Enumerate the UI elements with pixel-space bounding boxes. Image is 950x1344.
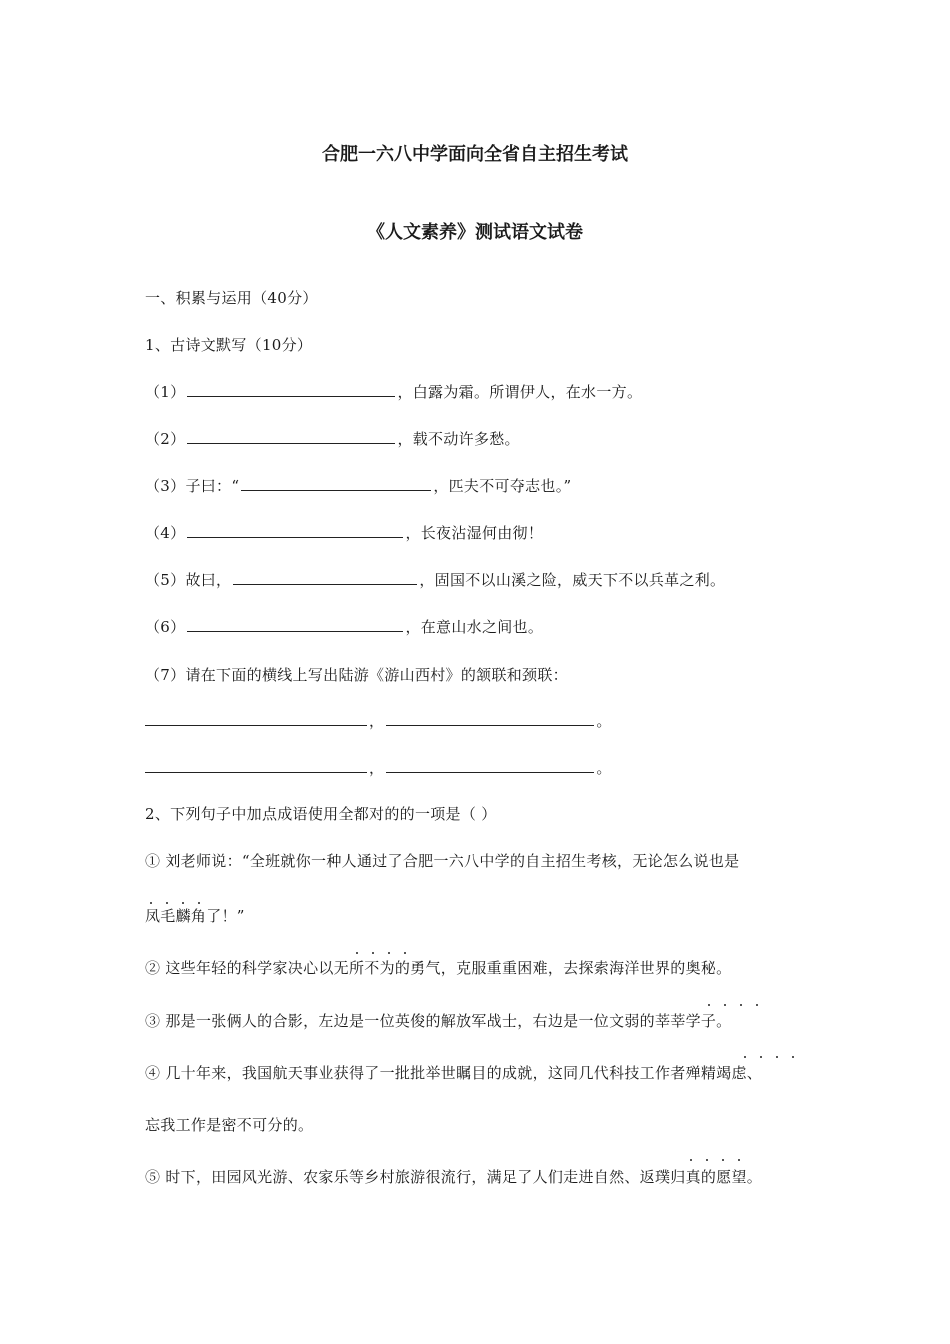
answer-blank[interactable] — [241, 476, 431, 491]
emphasis-dot — [166, 902, 168, 904]
answer-comma: ， — [369, 759, 385, 777]
answer-period: 。 — [596, 712, 612, 730]
answer-blank[interactable] — [386, 711, 594, 726]
emphasis-dot — [744, 1056, 746, 1058]
answer-blank[interactable] — [145, 758, 367, 773]
answer-blank[interactable] — [386, 758, 594, 773]
fill-item-prefix: （5）故曰， — [145, 571, 232, 589]
answer-period: 。 — [596, 759, 612, 777]
emphasis-dot — [690, 1159, 692, 1161]
option-5: ⑤ 时下，田园风光游、农家乐等乡村旅游很流行，满足了人们走进自然、返璞归真的愿望。 — [145, 1168, 763, 1186]
option-4-line-1: ④ 几十年来，我国航天事业获得了一批批举世瞩目的成就，这同几代科技工作者殚精竭虑、 — [145, 1064, 763, 1082]
emphasis-dot — [738, 1159, 740, 1161]
emphasis-dot — [372, 952, 374, 954]
emphasis-dot — [722, 1159, 724, 1161]
fill-item-prefix: （1） — [145, 383, 186, 401]
emphasis-dot — [792, 1056, 794, 1058]
answer-blank[interactable] — [187, 429, 395, 444]
fill-item-3 — [145, 475, 571, 496]
fill-item-suffix: ，载不动许多愁。 — [397, 430, 520, 448]
emphasis-dot — [198, 902, 200, 904]
emphasis-dot — [706, 1159, 708, 1161]
answer-blank[interactable] — [233, 570, 417, 585]
emphasis-dot — [776, 1056, 778, 1058]
emphasis-dot — [356, 952, 358, 954]
fill-item-prefix: （4） — [145, 524, 186, 542]
answer-comma: ， — [369, 712, 385, 730]
fill-item-prefix: （3）子曰：“ — [145, 477, 240, 495]
poem-answer-line-2 — [145, 757, 612, 778]
fill-item-prefix: （2） — [145, 430, 186, 448]
fill-item-1 — [145, 381, 642, 402]
option-1-line-1: ① 刘老师说：“全班就你一种人通过了合肥一六八中学的自主招生考核，无论怎么说也是 — [145, 852, 740, 870]
answer-blank[interactable] — [187, 382, 395, 397]
poem-answer-line-1 — [145, 710, 612, 731]
emphasis-dot — [388, 952, 390, 954]
fill-item-4 — [145, 522, 543, 543]
fill-item-suffix: ，匹夫不可夺志也。” — [433, 477, 572, 495]
fill-item-prefix: （6） — [145, 618, 186, 636]
answer-blank[interactable] — [187, 523, 403, 538]
emphasis-dot — [182, 902, 184, 904]
emphasis-dot — [150, 902, 152, 904]
section-heading: 一、积累与运用（40分） — [145, 289, 318, 307]
option-3: ③ 那是一张俩人的合影，左边是一位英俊的解放军战士，右边是一位文弱的莘莘学子。 — [145, 1012, 732, 1030]
emphasis-dot — [404, 952, 406, 954]
emphasis-dot — [740, 1004, 742, 1006]
emphasis-dot — [724, 1004, 726, 1006]
fill-item-7: （7）请在下面的横线上写出陆游《游山西村》的颔联和颈联： — [145, 666, 568, 684]
option-2: ② 这些年轻的科学家决心以无所不为的勇气，克服重重困难，去探索海洋世界的奥秘。 — [145, 959, 732, 977]
option-1-line-2: 凤毛麟角了！” — [145, 907, 245, 925]
question-2-heading: 2、下列句子中加点成语使用全都对的的一项是（ ） — [145, 805, 497, 823]
answer-blank[interactable] — [187, 617, 403, 632]
emphasis-dot — [708, 1004, 710, 1006]
answer-blank[interactable] — [145, 711, 367, 726]
question-1-heading: 1、古诗文默写（10分） — [145, 336, 313, 354]
fill-item-2 — [145, 428, 520, 449]
fill-item-suffix: ，白露为霜。所谓伊人，在水一方。 — [397, 383, 643, 401]
fill-item-6 — [145, 616, 543, 637]
fill-item-5 — [145, 569, 725, 590]
emphasis-dot — [756, 1004, 758, 1006]
option-4-line-2: 忘我工作是密不可分的。 — [145, 1116, 314, 1134]
fill-item-suffix: ，在意山水之间也。 — [405, 618, 544, 636]
exam-subtitle: 《人文素养》测试语文试卷 — [367, 222, 583, 243]
fill-item-suffix: ，长夜沾湿何由彻！ — [405, 524, 544, 542]
exam-title: 合肥一六八中学面向全省自主招生考试 — [322, 144, 628, 165]
emphasis-dot — [760, 1056, 762, 1058]
fill-item-suffix: ，固国不以山溪之险，威天下不以兵革之利。 — [419, 571, 726, 589]
